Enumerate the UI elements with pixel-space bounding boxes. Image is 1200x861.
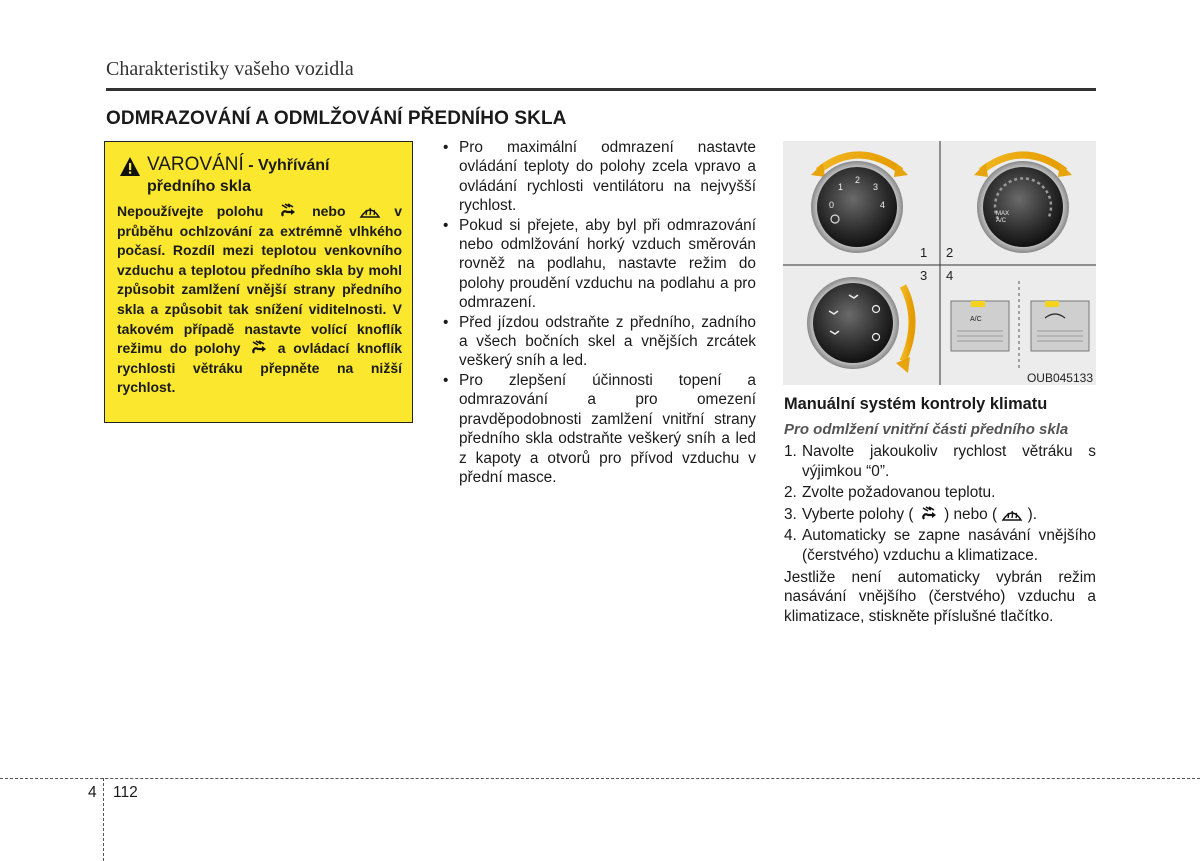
fan-speed-knob xyxy=(811,155,908,253)
subsection-title: Manuální systém kontroly klimatu xyxy=(784,395,1048,413)
svg-text:MAX: MAX xyxy=(996,211,1010,217)
step-text: Zvolte požadovanou teplotu. xyxy=(802,484,996,502)
step-item xyxy=(784,442,1096,481)
floor-defrost-mode-icon xyxy=(277,203,299,219)
warning-heading xyxy=(117,154,402,196)
italic-subtitle: Pro odmlžení vnitřní části předního skla xyxy=(784,421,1069,438)
ac-button-panel xyxy=(951,281,1089,371)
bullet-item: • Před jízdou odstraňte z předního, zadního a všech bočních skel a vnějších zrcátek veškerý sníh a led. xyxy=(442,313,756,371)
step-text: Automaticky se zapne nasávání vnějšího (čerstvého) vzduchu a klimatizace. xyxy=(802,527,1096,564)
svg-text:0: 0 xyxy=(829,200,835,210)
svg-text:4: 4 xyxy=(880,200,886,210)
running-header: Charakteristiky vašeho vozidla xyxy=(106,58,354,80)
svg-text:2: 2 xyxy=(855,175,861,185)
warning-box xyxy=(104,141,413,423)
panel-number: 2 xyxy=(946,245,954,260)
bullet-item: • Pokud si přejete, aby byl při odmrazování nebo odmlžování horký vzduch směrován rovněž na podlahu, nastavte režim do polohy proudění vzduchu na podlahu a pro odmrazení. xyxy=(442,216,756,313)
mode-knob xyxy=(807,277,912,373)
step-number: 4. xyxy=(784,527,797,545)
figure-code: OUB045133 xyxy=(1026,371,1093,385)
svg-text:3: 3 xyxy=(873,182,879,192)
svg-text:1: 1 xyxy=(838,182,844,192)
svg-text:A/C: A/C xyxy=(996,218,1007,224)
step-number: 1. xyxy=(784,443,797,460)
temperature-knob xyxy=(974,155,1072,253)
right-column xyxy=(784,395,1096,626)
svg-text:A/C: A/C xyxy=(970,316,982,323)
step-text: ). xyxy=(1027,505,1038,523)
bullet-item: • Pro maximální odmrazení nastavte ovládání teploty do polohy zcela vpravo a ovládání rychlosti ventilátoru na nejvyšší rychlost. xyxy=(442,138,756,216)
windshield-defrost-icon xyxy=(1001,506,1023,522)
step-item xyxy=(784,505,1096,525)
warning-text-part: Nepoužívejte polohu xyxy=(117,203,264,219)
step-number: 3. xyxy=(784,505,797,523)
warning-text-part: a ovládací knoflík rychlosti větráku přepněte na nižší rychlost. xyxy=(117,340,403,396)
bullet-item: • Pro zlepšení účinnosti topení a odmrazování a pro omezení pravděpodobnosti zamlžení vnitřní strany předního skla odstraňte veškerý sníh a led z kapoty a otvorů pro přívod vzduchu v přední masce. xyxy=(442,371,756,487)
warning-text xyxy=(117,202,402,398)
final-note: Jestliže není automaticky vybrán režim nasávání vnějšího (čerstvého) vzduchu a klimatizace, stiskněte příslušné tlačítko. xyxy=(784,568,1096,625)
step-item xyxy=(784,483,1096,503)
climate-control-figure xyxy=(783,141,1096,385)
footer-rule xyxy=(0,778,1200,779)
floor-defrost-mode-icon xyxy=(918,506,940,522)
section-title: ODMRAZOVÁNÍ A ODMLŽOVÁNÍ PŘEDNÍHO SKLA xyxy=(106,108,567,129)
footer-vertical-rule xyxy=(103,778,104,861)
panel-number: 1 xyxy=(920,245,928,260)
warning-text-part: v průběhu ochlzování za extrémně vlhkého počasí. Rozdíl mezi teplotou venkovního vzduchu a teplotou předního skla by mohl způsobit zamlžení vnější strany předního skla a způsobit tak snížení viditelnosti. V takovém případě nastavte volící knoflík režimu do polohy xyxy=(117,203,403,357)
bullet-list xyxy=(442,138,756,487)
panel-number: 3 xyxy=(920,268,928,283)
climate-control-illustration xyxy=(783,141,1096,385)
warning-text-part: nebo xyxy=(312,203,346,219)
warning-triangle-icon xyxy=(119,156,141,178)
windshield-defrost-icon xyxy=(359,203,381,219)
step-text: ) nebo ( xyxy=(944,505,998,523)
warning-subtitle: - Vyhřívání xyxy=(248,157,330,174)
step-number: 2. xyxy=(784,484,797,502)
page-number: 112 xyxy=(113,784,138,801)
step-text: Navolte jakoukoliv rychlost větráku s výjimkou “0”. xyxy=(802,443,1096,480)
chapter-number: 4 xyxy=(88,784,97,801)
panel-number: 4 xyxy=(946,268,954,283)
step-item xyxy=(784,526,1096,565)
steps-list xyxy=(784,442,1096,566)
step-text: Vyberte polohy ( xyxy=(802,505,914,523)
warning-title: VAROVÁNÍ xyxy=(147,154,244,175)
warning-subtitle-2: předního skla xyxy=(147,178,252,195)
floor-defrost-mode-icon xyxy=(248,340,270,356)
header-rule xyxy=(106,88,1096,91)
